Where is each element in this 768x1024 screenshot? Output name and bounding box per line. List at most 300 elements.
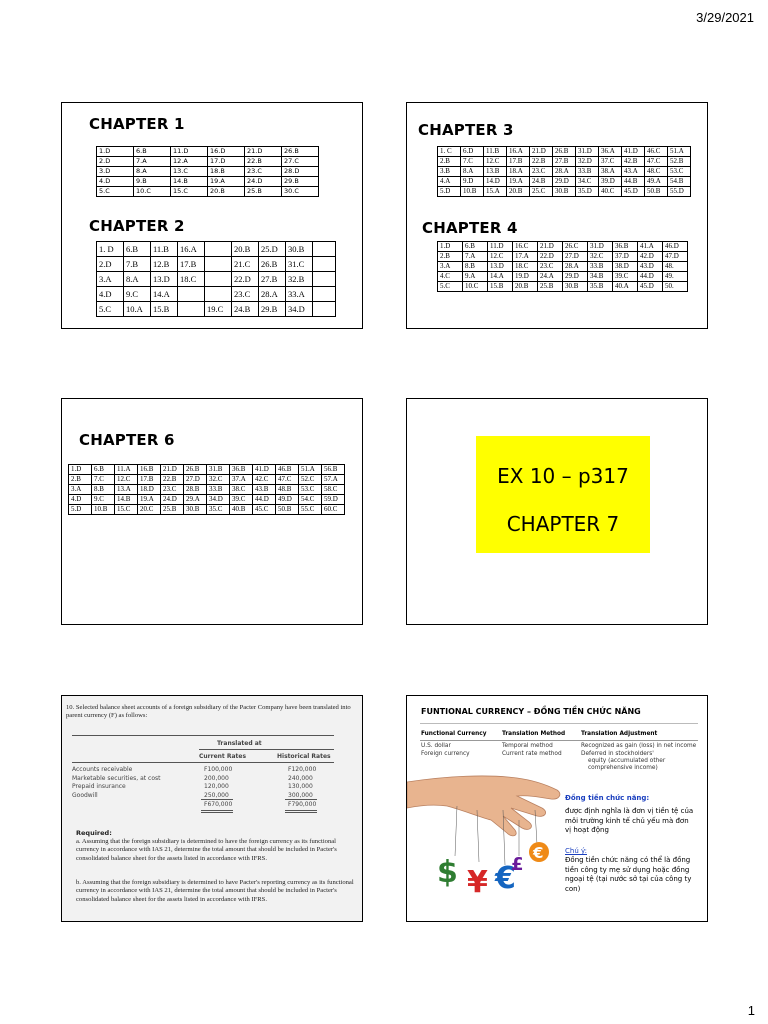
chapter-3-cell: 47.C (645, 157, 668, 167)
chapter-2-cell: 24.B (232, 302, 259, 317)
total-historical: F790,000 (288, 801, 317, 808)
chapter-3-cell: 9.D (461, 177, 484, 187)
chapter-6-cell: 55.C (299, 505, 322, 515)
chapter-2-cell: 1. D (97, 242, 124, 257)
chapter-2-cell: 7.B (124, 257, 151, 272)
chapter-6-cell: 48.B (276, 485, 299, 495)
chapter-4-cell: 11.D (488, 242, 513, 252)
chapter-2-cell (313, 302, 336, 317)
chapter-6-cell: 49.D (276, 495, 299, 505)
chapter-2-cell: 20.B (232, 242, 259, 257)
chapter-6-cell: 36.B (230, 465, 253, 475)
chapter-4-title: CHAPTER 4 (422, 219, 518, 237)
chapter-2-cell: 27.B (259, 272, 286, 287)
chapter-3-cell: 33.B (576, 167, 599, 177)
chapter-3-row (438, 147, 691, 157)
chapter-6-cell: 9.C (92, 495, 115, 505)
chapter-6-cell: 10.B (92, 505, 115, 515)
slide-chapter-6 (61, 398, 363, 625)
chapter-3-cell: 48.C (645, 167, 668, 177)
chapter-4-cell: 3.A (438, 262, 463, 272)
chapter-2-cell: 9.C (124, 287, 151, 302)
chapter-6-cell: 15.C (115, 505, 138, 515)
chapter-3-answer-table (437, 146, 691, 197)
chapter-4-cell: 13.D (488, 262, 513, 272)
chapter-6-cell: 41.D (253, 465, 276, 475)
chapter-1-title: CHAPTER 1 (89, 115, 185, 133)
chapter-6-cell: 46.B (276, 465, 299, 475)
chapter-6-cell: 20.C (138, 505, 161, 515)
chapter-4-cell: 4.C (438, 272, 463, 282)
chapter-2-cell: 30.B (286, 242, 313, 257)
chapter-4-cell: 16.C (513, 242, 538, 252)
chapter-2-cell: 13.D (151, 272, 178, 287)
chapter-4-cell: 23.C (538, 262, 563, 272)
functional-currency-title: FUNTIONAL CURRENCY – ĐỒNG TIỀN CHỨC NĂNG (421, 707, 641, 716)
chapter-6-cell: 53.C (299, 485, 322, 495)
chapter-6-cell: 22.B (161, 475, 184, 485)
chapter-4-cell: 45.D (638, 282, 663, 292)
chapter-6-cell: 24.D (161, 495, 184, 505)
chapter-6-cell: 29.A (184, 495, 207, 505)
chapter-3-cell: 32.D (576, 157, 599, 167)
chapter-3-cell: 23.C (530, 167, 553, 177)
balance-historical: 130,000 (288, 783, 313, 790)
chapter-6-cell: 50.B (276, 505, 299, 515)
chapter-4-cell: 37.D (613, 252, 638, 262)
dollar-symbol: $ (437, 855, 458, 890)
chapter-4-cell: 19.D (513, 272, 538, 282)
chapter-1-cell: 2.D (97, 157, 134, 167)
chapter-3-cell: 25.C (530, 187, 553, 197)
balance-current: 120,000 (204, 783, 229, 790)
chapter-1-cell: 27.C (282, 157, 319, 167)
chapter-1-cell: 16.D (208, 147, 245, 157)
chapter-1-cell: 17.D (208, 157, 245, 167)
chapter-4-row (438, 252, 688, 262)
chapter-2-cell: 34.D (286, 302, 313, 317)
chapter-6-cell: 56.B (322, 465, 345, 475)
chapter-2-cell: 14.A (151, 287, 178, 302)
chapter-3-cell: 35.D (576, 187, 599, 197)
historical-rates-header: Historical Rates (277, 753, 331, 760)
chapter-4-cell: 24.A (538, 272, 563, 282)
chapter-1-cell: 4.D (97, 177, 134, 187)
chapter-4-cell: 5.C (438, 282, 463, 292)
chapter-2-cell: 23.C (232, 287, 259, 302)
requirement-b: b. Assuming that the foreign subsidiary is determined to have Pacter's reporting currency as its functional currency in accordance with IAS 21, determine the total amount that should be included in Pacter's consolidated balance sheet for the assets listed in accordance with IFRS. (76, 879, 354, 903)
chapter-2-row (97, 257, 336, 272)
chapter-3-cell: 44.B (622, 177, 645, 187)
chapter-6-cell: 3.A (69, 485, 92, 495)
chapter-4-cell: 40.A (613, 282, 638, 292)
chapter-6-cell: 5.D (69, 505, 92, 515)
chapter-2-cell: 16.A (178, 242, 205, 257)
chapter-4-cell: 34.B (588, 272, 613, 282)
header-rule (420, 740, 698, 741)
chapter-3-cell: 37.C (599, 157, 622, 167)
chapter-3-cell: 39.D (599, 177, 622, 187)
chapter-1-cell: 7.A (134, 157, 171, 167)
chapter-6-cell: 7.C (92, 475, 115, 485)
chapter-6-cell: 19.A (138, 495, 161, 505)
chapter-3-cell: 3.B (438, 167, 461, 177)
chapter-3-cell: 45.D (622, 187, 645, 197)
chapter-4-answer-table (437, 241, 688, 292)
chapter-6-cell: 51.A (299, 465, 322, 475)
definition-title: Đồng tiền chức năng: (565, 794, 650, 802)
table-top-rule (72, 735, 334, 736)
chapter-2-cell: 15.B (151, 302, 178, 317)
chapter-4-cell: 46.D (663, 242, 688, 252)
balance-label: Accounts receivable (72, 766, 133, 773)
slide-exercise-10 (61, 695, 363, 922)
balance-label: Goodwill (72, 791, 98, 799)
chapter-6-cell: 34.D (207, 495, 230, 505)
total-rule (285, 799, 317, 800)
chapter-2-cell: 32.B (286, 272, 313, 287)
chapter-6-cell: 52.C (299, 475, 322, 485)
chapter-2-cell (205, 257, 232, 272)
chapter-6-cell: 21.D (161, 465, 184, 475)
total-rule (201, 799, 233, 800)
chapter-3-cell: 29.D (553, 177, 576, 187)
row1-method: Temporal method (502, 743, 553, 749)
chapter-2-cell (205, 272, 232, 287)
chapter-3-cell: 20.B (507, 187, 530, 197)
total-double-rule (201, 810, 233, 811)
chapter-4-cell: 43.D (638, 262, 663, 272)
chapter-4-cell: 6.B (463, 242, 488, 252)
chapter-1-cell: 20.B (208, 187, 245, 197)
chapter-4-cell: 32.C (588, 252, 613, 262)
chapter-2-cell (313, 242, 336, 257)
chapter-2-answer-table (96, 241, 336, 317)
ex-10-chapter: CHAPTER 7 (506, 512, 620, 536)
balance-historical: 240,000 (288, 774, 313, 782)
chapter-6-row (69, 475, 345, 485)
chapter-3-cell: 24.B (530, 177, 553, 187)
chapter-1-row (97, 177, 319, 187)
exercise-intro: 10. Selected balance sheet accounts of a foreign subsidiary of the Pacter Company have been translated into parent currency (F) as follows: (66, 704, 351, 720)
chapter-3-cell: 15.A (484, 187, 507, 197)
page-date: 3/29/2021 (696, 10, 754, 25)
chapter-1-cell: 23.C (245, 167, 282, 177)
chapter-4-cell: 17.A (513, 252, 538, 262)
chapter-6-cell: 30.B (184, 505, 207, 515)
chapter-3-cell: 4.A (438, 177, 461, 187)
chapter-3-cell: 2.B (438, 157, 461, 167)
chapter-4-row (438, 262, 688, 272)
row2-method: Current rate method (502, 751, 562, 757)
chapter-6-cell: 6.B (92, 465, 115, 475)
chapter-2-cell: 3.A (97, 272, 124, 287)
chapter-6-title: CHAPTER 6 (79, 431, 175, 449)
row1-currency: U.S. dollar (421, 743, 451, 749)
chapter-3-cell: 26.B (553, 147, 576, 157)
ex-10-highlight-box (476, 436, 650, 553)
header-rule (199, 749, 334, 750)
chapter-3-row (438, 187, 691, 197)
chapter-3-cell: 21.D (530, 147, 553, 157)
chapter-6-cell: 28.B (184, 485, 207, 495)
chapter-3-title: CHAPTER 3 (418, 121, 514, 139)
chapter-1-row (97, 147, 319, 157)
chapter-4-cell: 18.C (513, 262, 538, 272)
slide-chapter-3-4 (406, 102, 708, 329)
chapter-3-row (438, 157, 691, 167)
slide-ex-10 (406, 398, 708, 625)
definition-body: được định nghĩa là đơn vị tiền tệ của môi trường kinh tế chủ yếu mà đơn vị hoạt động (565, 807, 694, 834)
chapter-2-row (97, 242, 336, 257)
chapter-2-cell: 8.A (124, 272, 151, 287)
chapter-1-cell: 15.C (171, 187, 208, 197)
chapter-4-cell: 35.B (588, 282, 613, 292)
chapter-2-cell: 18.C (178, 272, 205, 287)
chapter-4-cell: 1.D (438, 242, 463, 252)
chapter-6-cell: 38.C (230, 485, 253, 495)
chapter-4-cell: 12.C (488, 252, 513, 262)
chapter-6-cell: 17.B (138, 475, 161, 485)
chapter-2-cell: 22.D (232, 272, 259, 287)
chapter-4-cell: 9.A (463, 272, 488, 282)
chapter-2-cell (313, 257, 336, 272)
chapter-1-cell: 10.C (134, 187, 171, 197)
total-double-rule (285, 812, 317, 813)
header-translation-adjustment: Translation Adjustment (581, 731, 658, 737)
chapter-1-cell: 12.A (171, 157, 208, 167)
chapter-6-cell: 54.C (299, 495, 322, 505)
chapter-6-row (69, 485, 345, 495)
chapter-3-cell: 7.C (461, 157, 484, 167)
chapter-4-cell: 26.C (563, 242, 588, 252)
chapter-3-cell: 43.A (622, 167, 645, 177)
chapter-1-cell: 6.B (134, 147, 171, 157)
chapter-4-cell: 28.A (563, 262, 588, 272)
current-rates-header: Current Rates (199, 753, 247, 760)
chapter-3-cell: 13.B (484, 167, 507, 177)
chapter-2-cell (313, 272, 336, 287)
chapter-4-row (438, 272, 688, 282)
balance-current: 200,000 (204, 774, 229, 782)
chapter-4-cell: 22.D (538, 252, 563, 262)
chapter-4-cell: 47.D (663, 252, 688, 262)
chapter-3-cell: 34.C (576, 177, 599, 187)
chapter-3-cell: 19.A (507, 177, 530, 187)
translated-at-header: Translated at (217, 740, 262, 747)
page-number: 1 (747, 1003, 755, 1018)
requirement-a: a. Assuming that the foreign subsidiary is determined to have the foreign currency as its functional currency in accordance with IAS 21, determine the total amount that should be included in Pacter's consolidated balance sheet for the assets listed in accordance with IFRS. (76, 838, 337, 862)
chapter-4-cell: 27.D (563, 252, 588, 262)
chapter-4-cell: 15.B (488, 282, 513, 292)
chapter-1-cell: 8.A (134, 167, 171, 177)
chapter-6-cell: 39.C (230, 495, 253, 505)
chapter-4-row (438, 242, 688, 252)
chapter-2-row (97, 302, 336, 317)
chapter-3-cell: 18.A (507, 167, 530, 177)
header-functional-currency: Functional Currency (421, 731, 487, 737)
chapter-1-cell: 18.B (208, 167, 245, 177)
pound-symbol: £ (511, 854, 524, 875)
chapter-6-cell: 2.B (69, 475, 92, 485)
chapter-6-cell: 31.B (207, 465, 230, 475)
chapter-2-cell: 4.D (97, 287, 124, 302)
chapter-3-cell: 31.D (576, 147, 599, 157)
chapter-6-cell: 12.C (115, 475, 138, 485)
chapter-3-cell: 17.B (507, 157, 530, 167)
yen-symbol: ¥ (467, 865, 488, 900)
slide-chapter-1-2 (61, 102, 363, 329)
chapter-2-title: CHAPTER 2 (89, 217, 185, 235)
chapter-4-cell: 14.A (488, 272, 513, 282)
balance-current: F100,000 (204, 766, 233, 773)
chapter-6-cell: 59.D (322, 495, 345, 505)
chapter-3-cell: 28.A (553, 167, 576, 177)
chapter-2-cell: 10.A (124, 302, 151, 317)
chapter-3-cell: 52.B (668, 157, 691, 167)
chapter-4-cell: 30.B (563, 282, 588, 292)
chapter-1-answer-table (96, 146, 319, 197)
chapter-1-cell: 5.C (97, 187, 134, 197)
chapter-3-cell: 38.A (599, 167, 622, 177)
chapter-6-cell: 33.B (207, 485, 230, 495)
chapter-4-cell: 42.D (638, 252, 663, 262)
chapter-2-cell (205, 242, 232, 257)
chapter-1-row (97, 187, 319, 197)
chapter-4-cell: 38.D (613, 262, 638, 272)
chapter-3-cell: 6.D (461, 147, 484, 157)
chapter-6-row (69, 505, 345, 515)
chapter-3-cell: 5.D (438, 187, 461, 197)
chapter-3-cell: 36.A (599, 147, 622, 157)
title-underline (420, 723, 698, 724)
chapter-4-cell: 8.B (463, 262, 488, 272)
chapter-2-cell: 25.D (259, 242, 286, 257)
chapter-3-cell: 14.D (484, 177, 507, 187)
chapter-6-cell: 14.B (115, 495, 138, 505)
chapter-2-cell: 2.D (97, 257, 124, 272)
chapter-6-cell: 25.B (161, 505, 184, 515)
chapter-3-row (438, 177, 691, 187)
chapter-4-cell: 39.C (613, 272, 638, 282)
chapter-4-cell: 21.D (538, 242, 563, 252)
chapter-4-cell: 41.A (638, 242, 663, 252)
row2-adjustment-cont1: equity (accumulated other (588, 758, 666, 764)
chapter-6-cell: 13.A (115, 485, 138, 495)
chapter-4-cell: 33.B (588, 262, 613, 272)
chapter-3-cell: 53.C (668, 167, 691, 177)
chapter-6-cell: 27.D (184, 475, 207, 485)
chapter-3-cell: 1. C (438, 147, 461, 157)
chapter-6-cell: 4.D (69, 495, 92, 505)
total-current: F670,000 (204, 801, 233, 808)
chapter-1-cell: 28.D (282, 167, 319, 177)
chapter-3-cell: 54.B (668, 177, 691, 187)
chapter-1-cell: 25.B (245, 187, 282, 197)
chapter-6-cell: 26.B (184, 465, 207, 475)
chapter-1-cell: 9.B (134, 177, 171, 187)
chapter-2-cell (178, 287, 205, 302)
chapter-3-cell: 42.B (622, 157, 645, 167)
chapter-1-cell: 22.B (245, 157, 282, 167)
balance-historical: 300,000 (288, 791, 313, 799)
chapter-1-cell: 13.C (171, 167, 208, 177)
chapter-4-cell: 25.B (538, 282, 563, 292)
chapter-3-cell: 55.D (668, 187, 691, 197)
header-translation-method: Translation Method (502, 731, 566, 737)
chapter-6-cell: 35.C (207, 505, 230, 515)
chapter-6-cell: 45.C (253, 505, 276, 515)
chapter-4-cell: 50. (663, 282, 688, 292)
chapter-4-cell: 48. (663, 262, 688, 272)
chapter-4-cell: 2.B (438, 252, 463, 262)
balance-current: 250,000 (204, 791, 229, 799)
chapter-2-cell (178, 302, 205, 317)
chapter-4-cell: 29.D (563, 272, 588, 282)
chapter-6-cell: 37.A (230, 475, 253, 485)
chapter-2-cell: 11.B (151, 242, 178, 257)
chapter-6-cell: 44.D (253, 495, 276, 505)
chapter-6-cell: 42.C (253, 475, 276, 485)
chapter-6-cell: 16.B (138, 465, 161, 475)
chapter-2-row (97, 272, 336, 287)
chapter-1-cell: 24.D (245, 177, 282, 187)
chapter-3-row (438, 167, 691, 177)
chapter-6-row (69, 495, 345, 505)
chapter-3-cell: 49.A (645, 177, 668, 187)
chapter-2-row (97, 287, 336, 302)
chapter-2-cell: 31.C (286, 257, 313, 272)
chapter-3-cell: 41.D (622, 147, 645, 157)
note-title: Chú ý: (565, 847, 587, 855)
row1-adjustment: Recognized as gain (loss) in net income (581, 743, 697, 749)
ex-10-heading: EX 10 – p317 (497, 464, 629, 488)
chapter-3-cell: 11.B (484, 147, 507, 157)
required-label: Required: (76, 829, 112, 837)
chapter-1-cell: 14.B (171, 177, 208, 187)
chapter-6-cell: 11.A (115, 465, 138, 475)
euro-coin-symbol: € (533, 844, 544, 862)
row2-adjustment: Deferred in stockholders' (581, 751, 654, 757)
chapter-3-cell: 50.B (645, 187, 668, 197)
chapter-3-cell: 51.A (668, 147, 691, 157)
total-double-rule (285, 810, 317, 811)
chapter-1-cell: 26.B (282, 147, 319, 157)
row2-adjustment-cont2: comprehensive income) (588, 765, 658, 771)
chapter-1-cell: 11.D (171, 147, 208, 157)
chapter-2-cell: 28.A (259, 287, 286, 302)
chapter-2-cell (313, 287, 336, 302)
chapter-6-cell: 58.C (322, 485, 345, 495)
chapter-3-cell: 10.B (461, 187, 484, 197)
chapter-6-cell: 47.C (276, 475, 299, 485)
chapter-2-cell: 29.B (259, 302, 286, 317)
chapter-6-cell: 57.A (322, 475, 345, 485)
chapter-3-cell: 46.C (645, 147, 668, 157)
chapter-1-cell: 1.D (97, 147, 134, 157)
chapter-3-cell: 12.C (484, 157, 507, 167)
chapter-3-cell: 40.C (599, 187, 622, 197)
chapter-2-cell: 26.B (259, 257, 286, 272)
chapter-6-cell: 43.B (253, 485, 276, 495)
chapter-4-cell: 31.D (588, 242, 613, 252)
chapter-2-cell: 33.A (286, 287, 313, 302)
chapter-6-cell: 32.C (207, 475, 230, 485)
chapter-1-row (97, 157, 319, 167)
chapter-2-cell: 5.C (97, 302, 124, 317)
chapter-3-cell: 27.B (553, 157, 576, 167)
chapter-6-cell: 8.B (92, 485, 115, 495)
